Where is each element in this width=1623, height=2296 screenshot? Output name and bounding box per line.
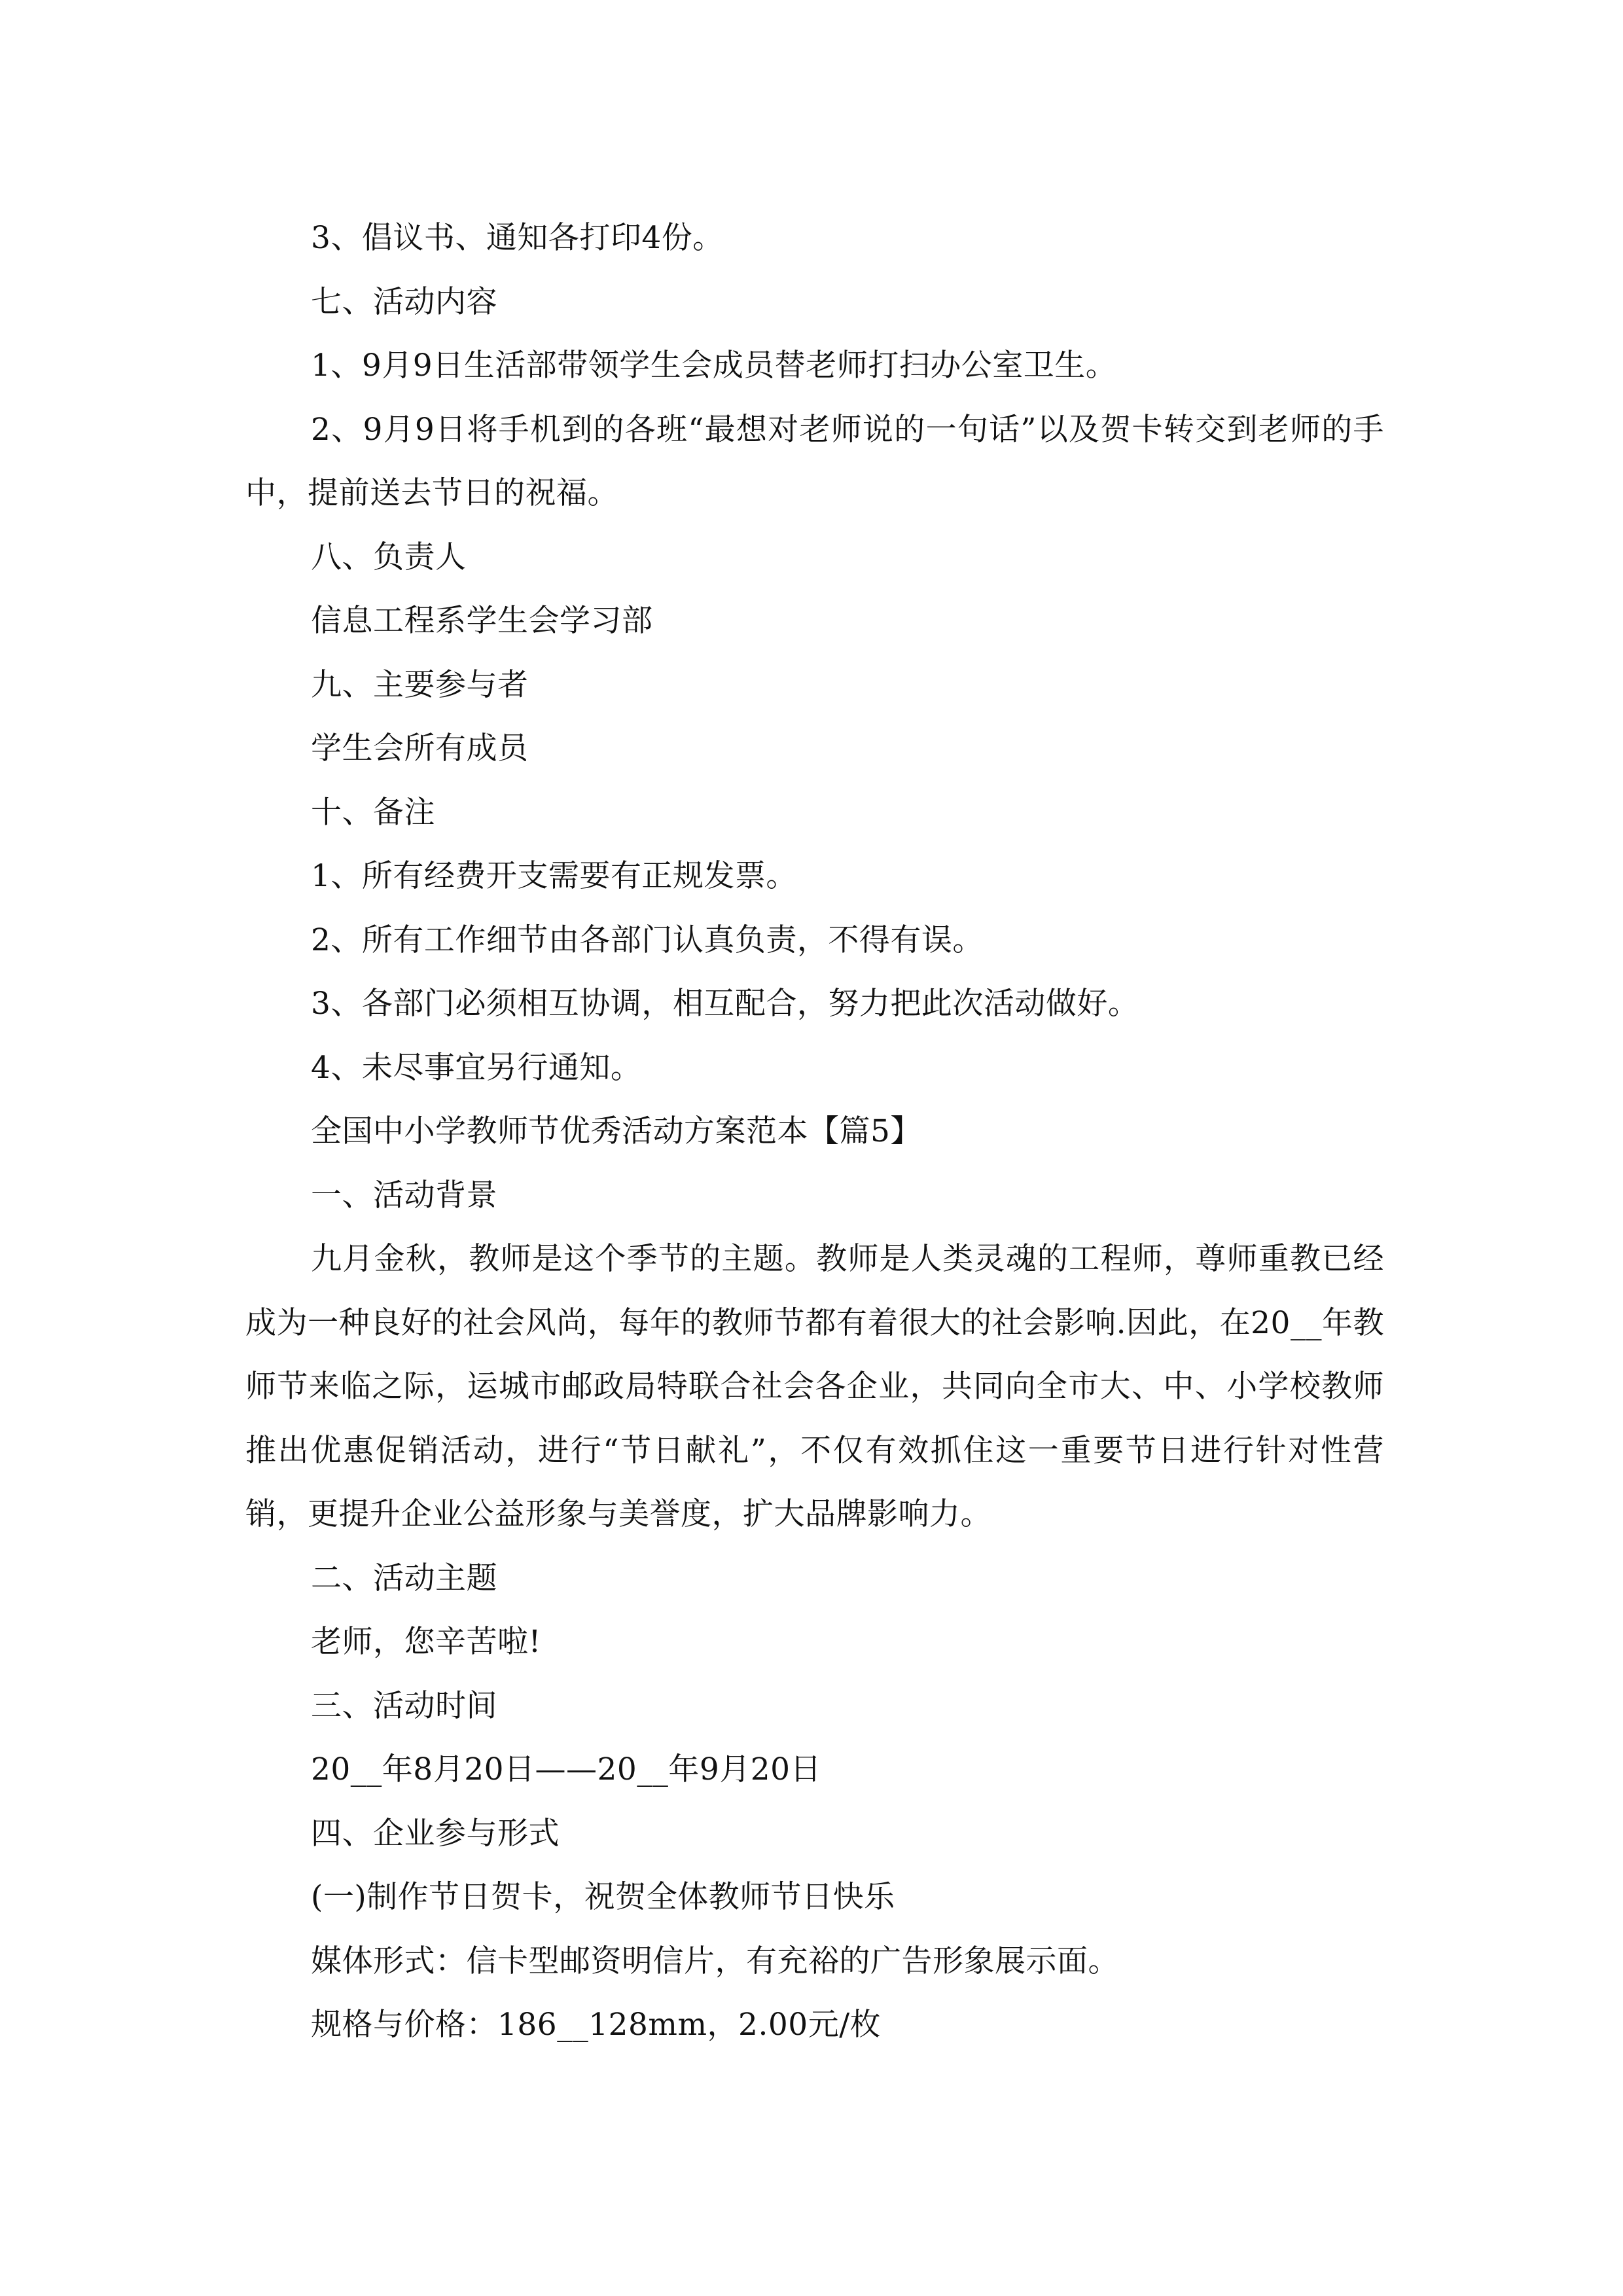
paragraph-printing-note: 3、倡议书、通知各打印4份。 bbox=[311, 220, 724, 256]
paragraph-activity-time: 20__年8月20日——20__年9月20日 bbox=[311, 1751, 822, 1787]
paragraph-spec-price: 规格与价格：186__128mm，2.00元/枚 bbox=[311, 2007, 882, 2043]
paragraph-activity-background: 九月金秋，教师是这个季节的主题。教师是人类灵魂的工程师，尊师重教已经成为一种良好的社会风尚，每年的教师节都有着很大的社会影响.因此，在20__年教师节来临之际，运城市邮政局特联合社会各企业，共同向全市大、中、小学校教师推出优惠促销活动，进行“节日献礼”，不仅有效抓住这一重要节日进行针对性营销，更提升企业公益形象与美誉度，扩大品牌影响力。 bbox=[245, 1241, 1384, 1532]
paragraph-content-item-1: 1、9月9日生活部带领学生会成员替老师打扫办公室卫生。 bbox=[311, 348, 1117, 384]
paragraph-remark-3: 3、各部门必须相互协调，相互配合，努力把此次活动做好。 bbox=[311, 986, 1139, 1022]
heading-activity-content: 七、活动内容 bbox=[311, 283, 497, 320]
paragraph-remark-2: 2、所有工作细节由各部门认真负责，不得有误。 bbox=[311, 922, 984, 958]
document-body bbox=[245, 206, 1384, 2057]
section-title-part-5: 全国中小学教师节优秀活动方案范本【篇5】 bbox=[311, 1113, 921, 1149]
paragraph-content-item-2: 2、9月9日将手机到的各班“最想对老师说的一句话”以及贺卡转交到老师的手中，提前送去节日的祝福。 bbox=[245, 411, 1384, 511]
paragraph-main-participants: 学生会所有成员 bbox=[311, 730, 529, 766]
heading-remarks: 十、备注 bbox=[311, 794, 435, 831]
heading-person-in-charge: 八、负责人 bbox=[311, 539, 467, 575]
heading-activity-background: 一、活动背景 bbox=[311, 1177, 497, 1213]
heading-enterprise-participation: 四、企业参与形式 bbox=[311, 1815, 560, 1852]
heading-activity-theme: 二、活动主题 bbox=[311, 1560, 497, 1596]
paragraph-remark-1: 1、所有经费开支需要有正规发票。 bbox=[311, 858, 797, 894]
paragraph-person-in-charge: 信息工程系学生会学习部 bbox=[311, 603, 653, 639]
heading-activity-time: 三、活动时间 bbox=[311, 1687, 497, 1724]
paragraph-media-form: 媒体形式：信卡型邮资明信片，有充裕的广告形象展示面。 bbox=[311, 1943, 1119, 1979]
heading-main-participants: 九、主要参与者 bbox=[311, 666, 529, 703]
paragraph-activity-theme: 老师，您辛苦啦! bbox=[311, 1624, 541, 1660]
paragraph-greeting-card: (一)制作节日贺卡，祝贺全体教师节日快乐 bbox=[311, 1879, 895, 1915]
paragraph-remark-4: 4、未尽事宜另行通知。 bbox=[311, 1049, 642, 1086]
